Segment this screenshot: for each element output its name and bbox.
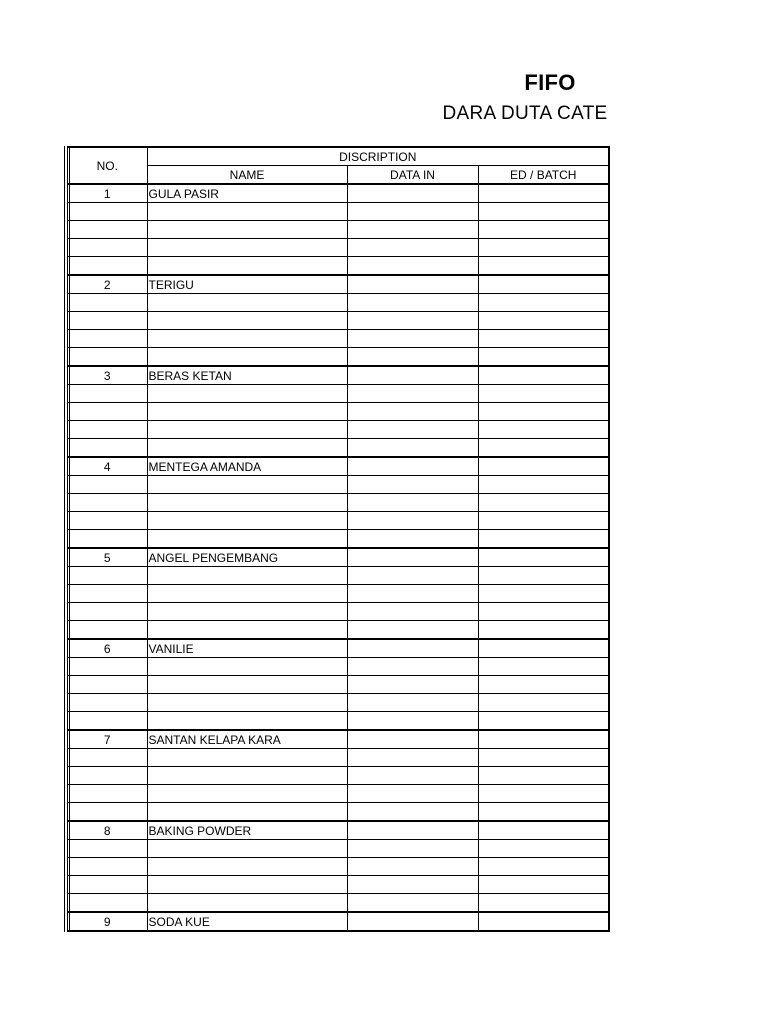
item-name-cell [147, 785, 347, 803]
document-title: FIFO [524, 70, 576, 95]
item-number-cell [66, 567, 147, 585]
item-number-cell [66, 840, 147, 858]
data-in-cell [347, 658, 478, 676]
item-name-cell [147, 512, 347, 530]
item-number-cell [66, 330, 147, 348]
ed-batch-cell [478, 785, 609, 803]
item-number-cell [66, 403, 147, 421]
item-number-cell [66, 585, 147, 603]
item-number-cell [66, 876, 147, 894]
item-number-cell: 9 [66, 912, 147, 931]
data-in-cell [347, 439, 478, 458]
item-number-cell [66, 676, 147, 694]
ed-batch-cell [478, 221, 609, 239]
item-name-cell [147, 403, 347, 421]
data-in-cell [347, 257, 478, 276]
item-number-cell [66, 767, 147, 785]
ed-batch-cell [478, 184, 609, 203]
item-number-cell [66, 312, 147, 330]
item-name-cell [147, 348, 347, 367]
table-header [66, 147, 609, 184]
data-in-cell [347, 457, 478, 476]
column-header-data-in: DATA IN [347, 166, 478, 185]
ed-batch-cell [478, 476, 609, 494]
item-number-cell [66, 294, 147, 312]
item-blank-row [66, 294, 609, 312]
data-in-cell [347, 476, 478, 494]
ed-batch-cell [478, 912, 609, 931]
item-name-cell [147, 439, 347, 458]
item-number-cell: 5 [66, 548, 147, 567]
data-in-cell [347, 767, 478, 785]
item-blank-row [66, 840, 609, 858]
item-name-cell [147, 530, 347, 549]
data-in-cell [347, 548, 478, 567]
item-number-cell [66, 221, 147, 239]
data-in-cell [347, 803, 478, 822]
item-number-cell [66, 530, 147, 549]
item-name-cell [147, 330, 347, 348]
data-in-cell [347, 494, 478, 512]
ed-batch-cell [478, 767, 609, 785]
item-name-cell [147, 876, 347, 894]
ed-batch-cell [478, 712, 609, 731]
item-number-cell [66, 494, 147, 512]
item-name-cell [147, 694, 347, 712]
ed-batch-cell [478, 694, 609, 712]
ed-batch-cell [478, 257, 609, 276]
ed-batch-cell [478, 639, 609, 658]
item-name-cell [147, 676, 347, 694]
item-number-cell: 8 [66, 821, 147, 840]
item-number-cell [66, 694, 147, 712]
item-blank-row [66, 239, 609, 257]
item-number-cell: 7 [66, 730, 147, 749]
ed-batch-cell [478, 894, 609, 913]
data-in-cell [347, 912, 478, 931]
data-in-cell [347, 366, 478, 385]
item-number-cell [66, 658, 147, 676]
document-subtitle: DARA DUTA CATE [442, 103, 608, 124]
item-number-cell [66, 512, 147, 530]
item-number-cell [66, 894, 147, 913]
item-number-cell [66, 749, 147, 767]
item-name-cell: MENTEGA AMANDA [147, 457, 347, 476]
item-blank-row [66, 876, 609, 894]
item-number-cell [66, 239, 147, 257]
item-blank-row [66, 694, 609, 712]
item-blank-row [66, 221, 609, 239]
item-blank-row [66, 330, 609, 348]
ed-batch-cell [478, 585, 609, 603]
data-in-cell [347, 821, 478, 840]
item-blank-row [66, 658, 609, 676]
ed-batch-cell [478, 676, 609, 694]
item-name-cell [147, 476, 347, 494]
ed-batch-cell [478, 366, 609, 385]
item-number-cell [66, 858, 147, 876]
ed-batch-cell [478, 840, 609, 858]
data-in-cell [347, 876, 478, 894]
ed-batch-cell [478, 330, 609, 348]
item-number-cell: 1 [66, 184, 147, 203]
item-number-cell [66, 803, 147, 822]
item-row [66, 457, 609, 476]
item-row [66, 548, 609, 567]
item-name-cell: TERIGU [147, 275, 347, 294]
item-blank-row [66, 676, 609, 694]
ed-batch-cell [478, 821, 609, 840]
data-in-cell [347, 730, 478, 749]
item-name-cell [147, 621, 347, 640]
item-blank-row [66, 712, 609, 731]
item-name-cell: SODA KUE [147, 912, 347, 931]
ed-batch-cell [478, 275, 609, 294]
data-in-cell [347, 530, 478, 549]
item-blank-row [66, 348, 609, 367]
data-in-cell [347, 512, 478, 530]
item-name-cell [147, 257, 347, 276]
item-number-cell [66, 621, 147, 640]
item-number-cell: 3 [66, 366, 147, 385]
ed-batch-cell [478, 876, 609, 894]
item-blank-row [66, 257, 609, 276]
item-blank-row [66, 421, 609, 439]
data-in-cell [347, 312, 478, 330]
data-in-cell [347, 712, 478, 731]
item-number-cell [66, 257, 147, 276]
item-name-cell [147, 840, 347, 858]
item-name-cell: BERAS KETAN [147, 366, 347, 385]
item-blank-row [66, 476, 609, 494]
item-blank-row [66, 621, 609, 640]
item-blank-row [66, 585, 609, 603]
ed-batch-cell [478, 294, 609, 312]
ed-batch-cell [478, 603, 609, 621]
item-number-cell [66, 385, 147, 403]
item-name-cell [147, 421, 347, 439]
data-in-cell [347, 203, 478, 221]
ed-batch-cell [478, 858, 609, 876]
ed-batch-cell [478, 312, 609, 330]
item-name-cell [147, 585, 347, 603]
item-number-cell: 4 [66, 457, 147, 476]
item-name-cell [147, 239, 347, 257]
item-number-cell [66, 203, 147, 221]
item-blank-row [66, 767, 609, 785]
item-name-cell [147, 567, 347, 585]
data-in-cell [347, 221, 478, 239]
item-name-cell [147, 294, 347, 312]
data-in-cell [347, 348, 478, 367]
data-in-cell [347, 239, 478, 257]
table-body [66, 184, 609, 931]
item-blank-row [66, 749, 609, 767]
data-in-cell [347, 603, 478, 621]
item-number-cell [66, 439, 147, 458]
item-name-cell [147, 203, 347, 221]
item-name-cell [147, 767, 347, 785]
item-blank-row [66, 312, 609, 330]
item-blank-row [66, 530, 609, 549]
data-in-cell [347, 639, 478, 658]
item-name-cell [147, 749, 347, 767]
ed-batch-cell [478, 348, 609, 367]
ed-batch-cell [478, 203, 609, 221]
item-row [66, 821, 609, 840]
data-in-cell [347, 385, 478, 403]
data-in-cell [347, 294, 478, 312]
item-blank-row [66, 512, 609, 530]
item-blank-row [66, 494, 609, 512]
data-in-cell [347, 567, 478, 585]
data-in-cell [347, 749, 478, 767]
item-name-cell [147, 385, 347, 403]
item-name-cell [147, 858, 347, 876]
ed-batch-cell [478, 530, 609, 549]
column-header-discription: DISCRIPTION [147, 147, 609, 166]
data-in-cell [347, 585, 478, 603]
item-name-cell: ANGEL PENGEMBANG [147, 548, 347, 567]
data-in-cell [347, 330, 478, 348]
item-number-cell [66, 712, 147, 731]
column-header-no: NO. [66, 147, 147, 184]
item-blank-row [66, 203, 609, 221]
ed-batch-cell [478, 658, 609, 676]
item-name-cell: VANILIE [147, 639, 347, 658]
item-row [66, 730, 609, 749]
item-blank-row [66, 385, 609, 403]
column-header-name: NAME [147, 166, 347, 185]
ed-batch-cell [478, 403, 609, 421]
ed-batch-cell [478, 803, 609, 822]
fifo-table [64, 146, 610, 932]
item-number-cell: 6 [66, 639, 147, 658]
item-number-cell [66, 421, 147, 439]
item-blank-row [66, 567, 609, 585]
item-blank-row [66, 785, 609, 803]
item-row [66, 912, 609, 931]
ed-batch-cell [478, 512, 609, 530]
item-number-cell [66, 603, 147, 621]
ed-batch-cell [478, 730, 609, 749]
ed-batch-cell [478, 421, 609, 439]
item-number-cell [66, 348, 147, 367]
data-in-cell [347, 421, 478, 439]
item-blank-row [66, 439, 609, 458]
ed-batch-cell [478, 385, 609, 403]
ed-batch-cell [478, 567, 609, 585]
ed-batch-cell [478, 239, 609, 257]
item-name-cell [147, 658, 347, 676]
ed-batch-cell [478, 621, 609, 640]
ed-batch-cell [478, 548, 609, 567]
item-number-cell: 2 [66, 275, 147, 294]
item-row [66, 275, 609, 294]
item-name-cell [147, 894, 347, 913]
item-name-cell [147, 494, 347, 512]
ed-batch-cell [478, 494, 609, 512]
data-in-cell [347, 184, 478, 203]
item-name-cell [147, 603, 347, 621]
data-in-cell [347, 694, 478, 712]
item-row [66, 366, 609, 385]
item-name-cell [147, 221, 347, 239]
item-number-cell [66, 476, 147, 494]
item-blank-row [66, 858, 609, 876]
data-in-cell [347, 676, 478, 694]
ed-batch-cell [478, 439, 609, 458]
item-name-cell: BAKING POWDER [147, 821, 347, 840]
data-in-cell [347, 894, 478, 913]
data-in-cell [347, 858, 478, 876]
item-name-cell [147, 312, 347, 330]
item-name-cell [147, 712, 347, 731]
item-blank-row [66, 894, 609, 913]
ed-batch-cell [478, 457, 609, 476]
item-row [66, 639, 609, 658]
item-name-cell: GULA PASIR [147, 184, 347, 203]
column-header-ed-batch: ED / BATCH [478, 166, 609, 185]
item-blank-row [66, 603, 609, 621]
item-name-cell [147, 803, 347, 822]
data-in-cell [347, 840, 478, 858]
item-name-cell: SANTAN KELAPA KARA [147, 730, 347, 749]
item-blank-row [66, 803, 609, 822]
data-in-cell [347, 403, 478, 421]
item-blank-row [66, 403, 609, 421]
ed-batch-cell [478, 749, 609, 767]
data-in-cell [347, 275, 478, 294]
item-number-cell [66, 785, 147, 803]
item-row [66, 184, 609, 203]
data-in-cell [347, 621, 478, 640]
data-in-cell [347, 785, 478, 803]
